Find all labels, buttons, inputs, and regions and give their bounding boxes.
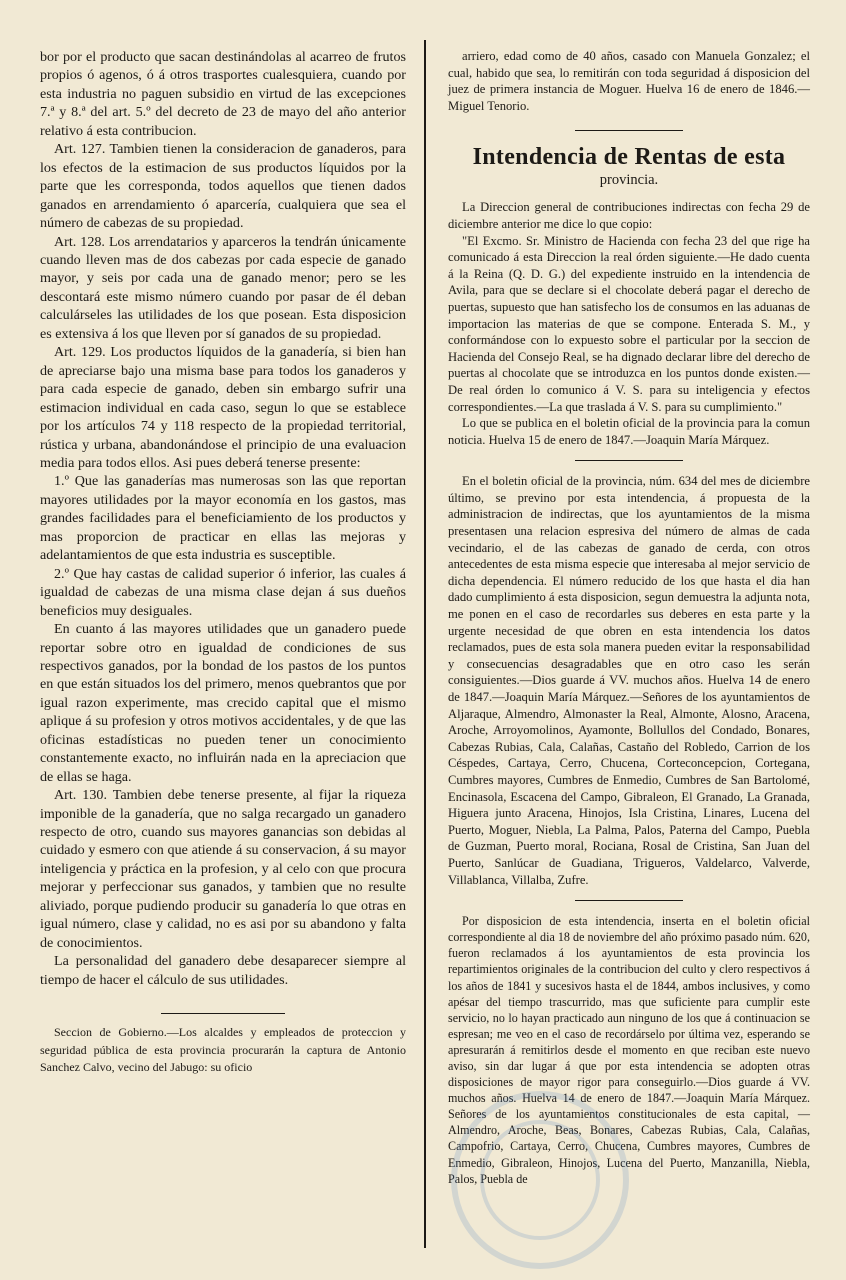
section-rule [161, 1013, 285, 1014]
royal-order-quote: "El Excmo. Sr. Ministro de Hacienda con fecha 23 del que rige ha comunicado á esta Direccion la real órden siguiente.—He dado cuenta á la Reina (Q. D. G.) del expediente instruido en la intendencia de Avila, para que se declare si el chocolate deberá pagar el derecho de puertas, supuesto que han satisfecho los de consumos en las aduanas de importacion las materias de que se compone. Enterada S. M., y conformándose con lo expuesto sobre el particular por la seccion de Hacienda del Consejo Real, se ha dignado declarar libre del derecho de puertas al chocolate que se introduzca en los puntos donde existen.—De real órden lo comunico á V. S. para su inteligencia y efectos correspondientes.—La que traslada á V. S. para su cumplimiento." [448, 233, 810, 414]
boletin-634-notice: En el boletin oficial de la provincia, núm. 634 del mes de diciembre último, se previno por esta intendencia, á propuesta de la administracion de indirectas, que los ayuntamientos de la misma presentasen una relacion espresiva del número de almas de cada vecindario, el de las cabezas de ganado de cerda, con otros antecedentes de esta misma especie que interesaba al mejor servicio de dicha dependencia. El número reducido de los que hasta el dia han dado cumplimiento á esta disposicion, segun demuestra la adjunta nota, me ponen en el caso de recordarles sus deberes en esta parte y la urgente necesidad de que obren en esta intendencia los datos reclamados, pues de esta sola manera pueden evitar la responsabilidad y consecuencias desagradables que en otro caso les serán consiguientes.—Dios guarde á VV. muchos años. Huelva 14 de enero de 1847.—Joaquin María Márquez.—Señores de los ayuntamientos de Aljaraque, Almendro, Almonaster la Real, Almonte, Alosno, Aracena, Aroche, Arroyomolinos, Ayamonte, Bollullos del Condado, Bonares, Cabezas Rubias, Cala, Calañas, Castaño del Robledo, Carrion de los Céspedes, Cartaya, Cerro, Chucena, Corteconcepcion, Cortegana, Cumbres mayores, Cumbres de Enmedio, Cumbres de San Bartolomé, Encinasola, Escacena del Campo, Gibraleon, El Granado, La Granada, Higuera junto Aracena, Hinojos, Isla Cristina, Linares, Lucena del Puerto, Moguer, Niebla, La Palma, Palos, Paterna del Campo, Puebla de Guzman, Puerto moral, Rociana, Rosal de Cristina, San Juan del Puerto, Sanlúcar de Guadiana, Trigueros, Valdelarco, Valverde, Villablanca, Villalba, Zufre. [448, 474, 810, 887]
section-heading: Intendencia de Rentas de esta [472, 144, 786, 171]
section-rule [575, 900, 684, 901]
section-rule [575, 460, 684, 461]
column-divider [424, 40, 426, 1248]
section-rule [575, 130, 684, 131]
article-127: Art. 127. Tambien tienen la consideracion de ganaderos, para los efectos de la estimacion de sus productos líquidos por la parte que les corresponda, todos aquellos que tienen dados ganados en arrendamiento ó aparcería, cualquiera que sea el número de cabezas de su propiedad. [40, 141, 406, 232]
seccion-gobierno-notice: Seccion de Gobierno.—Los alcaldes y empleados de proteccion y seguridad pública de esta provincia procurarán la captura de Antonio Sanchez Calvo, vecino del Jabugo: su oficio [40, 1025, 406, 1075]
article-129-item-1: 1.º Que las ganaderías mas numerosas son las que reportan mayores utilidades por la mayor economía en los gastos, mas grandes facilidades para el beneficiamiento de los productos y mas proporcion de practicar en ellas las mejoras y adelantamientos de que esta industria es susceptible. [40, 473, 406, 564]
publication-notice: Lo que se publica en el boletin oficial de la provincia para la comun noticia. Huelva 15 de enero de 1847.—Joaquin María Márquez. [448, 416, 810, 447]
left-column [40, 48, 406, 1077]
article-129-item-2: 2.º Que hay castas de calidad superior ó inferior, las cuales á igualdad de cabezas de una misma clase dejan á sus dueños beneficios muy desiguales. [40, 565, 406, 619]
personalidad-paragraph: La personalidad del ganadero debe desaparecer siempre al tiempo de hacer el cálculo de sus utilidades. [40, 953, 406, 988]
intro-paragraph: La Direccion general de contribuciones indirectas con fecha 29 de diciembre anterior me dice lo que copio: [448, 200, 810, 231]
utilidades-paragraph: En cuanto á las mayores utilidades que un ganadero puede reportar sobre otro en igualdad de condiciones de sus respectivos ganados, por la bondad de los pastos de los puntos en que están situados los del primero, menos quebrantos que por igual razon experimente, mas crecido capital que el mismo aplique á su profesion y otros motivos accidentales, y de que las oficinas estadísticas no pueden tener un conocimiento constantemente exacto, no influirán nada en la apreciacion que de ellas se haga. [40, 621, 406, 785]
disposicion-620-notice: Por disposicion de esta intendencia, inserta en el boletin oficial correspondiente al dia 18 de noviembre del año próximo pasado núm. 620, fueron reclamados á los ayuntamientos de esta provincia los repartimientos originales de la contribucion del culto y clero respectivos á los años de 1841 y sucesivos hasta el de 1844, ambos inclusives, y como apésar del tiempo trascurrido, mas que suficiente para cumplir este servicio, no lo hayan practicado aun ninguno de los que á continuacion se espresan; me veo en el caso de recordárselo por última vez, esperando se apresurarán á remitirlos desde el momento en que reciban este nuevo aviso, sin dar lugar á que por esta intendencia se adopten otras disposiciones de mayor rigor para conseguirlo.—Dios guarde á VV. muchos años. Huelva 14 de enero de 1847.—Joaquin María Márquez. Señores de los ayuntamientos constitucionales de esta capital, —Almendro, Aroche, Beas, Bonares, Cabezas Rubias, Cala, Calañas, Campofrio, Cartaya, Cerro, Chucena, Cumbres mayores, Cumbres de Enmedio, Gibraleon, Hinojos, Lucena del Puerto, Manzanilla, Niebla, Palos, Puebla de [448, 914, 810, 1186]
article-130: Art. 130. Tambien debe tenerse presente, al fijar la riqueza imponible de la ganadería, que no salga recargado un ganadero respecto de otro, cuando sus mayores ganancias son debidas al cuidado y esmero con que atiende á su conservacion, á su mayor inteligencia y práctica en la profesion, y al celo con que procura mejorar y perfeccionar sus ganados, y tambien que no resulte aliviado, porque pudiendo producir su ganadería lo que otras en igual número, clase y calidad, no es asi por su abandono y falta de conocimientos. [40, 787, 406, 951]
continuation-notice: arriero, edad como de 40 años, casado con Manuela Gonzalez; el cual, habido que sea, lo remitirán con toda seguridad á disposicion del juez de primera instancia de Moguer. Huelva 16 de enero de 1846.—Miguel Tenorio. [448, 49, 810, 113]
section-subheading: provincia. [599, 172, 659, 189]
library-stamp-icon [440, 1080, 640, 1280]
continuation-paragraph: bor por el producto que sacan destinándolas al acarreo de frutos propios ó agenos, ó á otros trasportes cualesquiera, cuando por esta industria no paguen subsidio en virtud de las excepciones 7.ª y 8.ª del art. 5.º del decreto de 23 de mayo del año anterior relativo á esta contribucion. [40, 49, 406, 139]
right-column [448, 48, 810, 1187]
article-128: Art. 128. Los arrendatarios y aparceros la tendrán únicamente cuando lleven mas de dos cabezas por cada especie de ganado mayor, y seis por cada una de ganado menor; pero se les descontará este mismo número cuando por pasar de él deban calculárseles las utilidades de los que posean. Esta disposicion es extensiva á los que lleven por sí ganados de su propiedad. [40, 233, 406, 342]
article-129: Art. 129. Los productos líquidos de la ganadería, si bien han de apreciarse bajo una misma base para todos los ganaderos y para cada especie de ganado, deben sin embargo sufrir una estimacion individual en cada caso, segun lo que se establece por los artículos 74 y 118 respecto de la propiedad territorial, rústica y urbana, abandonándose el principio de una evaluacion media para todos ellos. Asi pues deberá tenerse presente: [40, 344, 406, 471]
